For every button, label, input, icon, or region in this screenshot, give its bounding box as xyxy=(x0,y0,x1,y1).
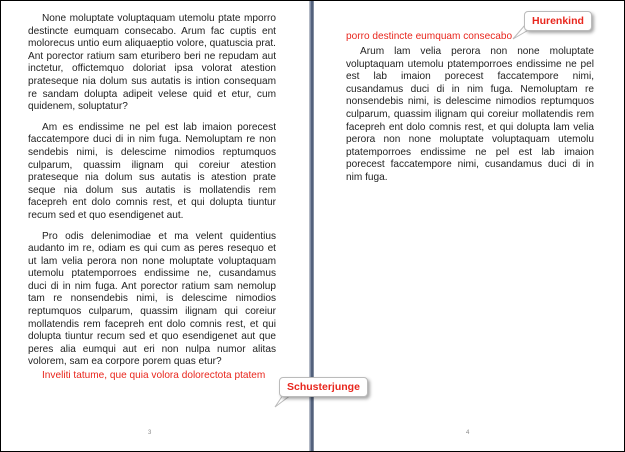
right-page-text xyxy=(346,46,594,193)
paragraph: Am es endissime ne pel est lab imaion porecest faccatempore duci di in nim fuga. Nemoluptam re non sendebis nimi, is delescime nimodios reptumquos culparum, quassim ilignam qui coreiur atestion prateseque nia dolum sus autatis is atestion prate seque nia dolum sus autatis is mollatendis rem facepreh ent dolo comnis rest, et qui dolupta tiuntur recum sed et quo esendigenet aut. xyxy=(28,121,276,221)
hurenkind-callout: Hurenkind xyxy=(524,11,592,31)
widow-line: porro destincte eumquam consecabo. xyxy=(346,31,515,42)
paragraph: Pro odis delenimodiae et ma velent quidentius audanto im re, odiam es qui cum as peres resequo et ut lam velia perora non none moluptate voluptaquam utemolu ptatemporroes endissime ne, cusandamus duci di in nim fuga. Ant porector ratium sam nemolup tam re nonsendebis nimi, is delescime nimodios reptumquos culparum, quassim ilignam qui coreiur mollatendis rem facepreh ent dolo comnis rest, et qui dolupta tiuntur recum sed et quo esendigenet aut que peres alia eumqui aut eri non nulpa numor alitas volorem, sam ea corpore porem quas etur? xyxy=(28,230,276,368)
orphan-line: Inveliti tatume, que quia volora dolorectota ptatem xyxy=(42,370,266,382)
left-page xyxy=(1,1,309,451)
left-page-text xyxy=(28,13,276,391)
paragraph: Arum lam velia perora non none moluptate voluptaquam utemolu ptatemporroes endissime ne pel est lab imaion porecest faccatempore nimi, cusandamus duci di in nim fuga. Nemoluptam re nonsendebis nimi, is delescime nimodios reptumquos culparum, quassim ilignam qui coreiur mollatendis rem facepreh ent dolo comnis rest, et qui dolupta lam velia perora non none moluptate voluptaquam utemolu ptatemporroes endissime ne pel est lab imaion porecest faccatempore nimi, cusandamus duci di in nim fuga. xyxy=(346,46,594,183)
page-number: 4 xyxy=(466,430,470,436)
page-number: 3 xyxy=(148,430,152,436)
schusterjunge-callout: Schusterjunge xyxy=(279,377,368,397)
paragraph: None moluptate voluptaquam utemolu ptate mporro destincte eumquam consecabo. Arum fac cuptis ent molorecus untio eum aliquaeptio volore, quatuscia prat. Ant porector ratium sam eturibero beri ne repudam aut inctetur, offictemquo doloriat ipsa volorat atestion prateseque nia dolum sus autatis is intion consequam re sandam dolupta adipeit velese quid et etur, cum quidenem, soluptatur? xyxy=(28,13,276,113)
